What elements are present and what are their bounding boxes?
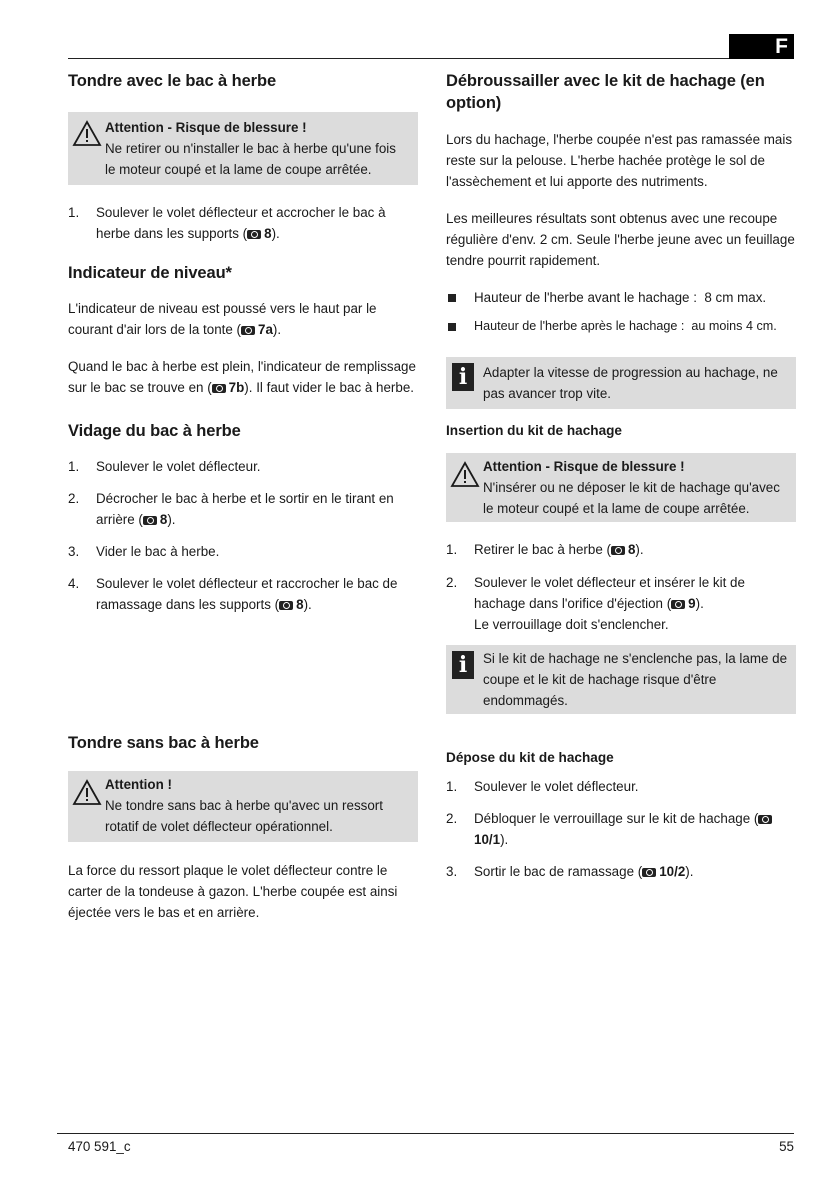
step-text: Débloquer le verrouillage sur le kit de hachage ( — [474, 811, 759, 826]
warning-box — [446, 453, 796, 522]
info-box — [446, 645, 796, 714]
figure-ref-icon — [279, 601, 293, 610]
list-item — [446, 316, 796, 337]
paragraph: La force du ressort plaque le volet déflecteur contre le carter de la tondeuse à gazon. L'herbe coupée est ainsi éjectée vers le bas et en arrière. — [68, 863, 398, 920]
warning-text: Ne tondre sans bac à herbe qu'avec un ressort rotatif de volet déflecteur opérationnel. — [105, 798, 383, 834]
info-text: Adapter la vitesse de progression au hachage, ne pas avancer trop vite. — [483, 365, 778, 401]
figure-ref: 8 — [296, 597, 304, 612]
figure-ref-icon — [212, 384, 226, 393]
bullet-list — [446, 287, 796, 337]
warning-box — [68, 112, 418, 185]
step-text: Soulever le volet déflecteur. — [96, 459, 261, 474]
steps-list — [68, 456, 418, 615]
bullet-label: Hauteur de l'herbe après le hachage : — [474, 319, 685, 333]
language-badge: F — [729, 34, 794, 59]
list-item — [68, 573, 418, 615]
step-text: Soulever le volet déflecteur et raccrocher le bac de ramassage dans les supports ( — [96, 576, 398, 612]
warning-text: N'insérer ou ne déposer le kit de hachage qu'avec le moteur coupé et la lame de coupe arrêtée. — [483, 480, 780, 516]
warning-box — [68, 771, 418, 842]
step-text-end: ). — [635, 542, 644, 557]
list-item — [446, 808, 796, 850]
header-rule — [68, 58, 794, 59]
figure-ref: 10/2 — [659, 864, 686, 879]
warning-title: Attention - Risque de blessure ! — [105, 120, 307, 135]
list-item — [446, 287, 796, 308]
list-item — [446, 776, 796, 797]
step-text-end: ). — [500, 832, 509, 847]
step-text-end: ). — [303, 597, 312, 612]
step-text: Vider le bac à herbe. — [96, 544, 220, 559]
step-text: Retirer le bac à herbe ( — [474, 542, 611, 557]
warning-icon — [72, 779, 102, 806]
steps-list — [446, 776, 796, 882]
step-number: 2. — [68, 491, 80, 506]
page-number: 55 — [779, 1139, 794, 1154]
figure-ref: 8 — [159, 512, 168, 527]
warning-text: Ne retirer ou n'installer le bac à herbe qu'une fois le moteur coupé et la lame de coupe arrêtée. — [105, 141, 396, 177]
section-title: Vidage du bac à herbe — [68, 422, 241, 440]
left-column — [68, 70, 418, 923]
section-title: Indicateur de niveau* — [68, 264, 232, 282]
paragraph: Les meilleures résultats sont obtenus avec une recoupe régulière d'env. 2 cm. Seule l'herbe jeune avec un feuillage tendre pourrit rapidement. — [446, 211, 795, 268]
info-icon: i — [452, 363, 474, 391]
paragraph-text: Quand le bac à herbe est plein, l'indicateur de remplissage sur le bac se trouve en ( — [68, 359, 416, 395]
list-item — [446, 861, 796, 882]
figure-ref-icon — [611, 546, 625, 555]
list-item — [68, 541, 418, 562]
section-title: Tondre sans bac à herbe — [68, 734, 259, 752]
section-title: Débroussailler avec le kit de hachage (en option) — [446, 72, 765, 112]
step-number: 3. — [446, 864, 458, 879]
figure-ref: 7a — [258, 322, 273, 337]
paragraph-text-end: ). — [272, 322, 282, 337]
step-text: Soulever le volet déflecteur et insérer le kit de hachage dans l'orifice d'éjection ( — [474, 575, 745, 611]
bullet-value: au moins 4 cm. — [691, 319, 777, 333]
step-note: Le verrouillage doit s'enclencher. — [474, 617, 669, 632]
list-item — [446, 539, 796, 560]
list-item — [68, 456, 418, 477]
info-text: Si le kit de hachage ne s'enclenche pas, la lame de coupe et le kit de hachage risque d'être endommagés. — [483, 651, 788, 708]
section-title: Tondre avec le bac à herbe — [68, 72, 277, 90]
figure-ref: 9 — [688, 596, 696, 611]
figure-ref: 8 — [627, 542, 636, 557]
warning-title: Attention ! — [105, 777, 172, 792]
paragraph — [68, 298, 418, 340]
figure-ref-icon — [143, 516, 157, 525]
steps-list — [68, 202, 418, 244]
right-column — [446, 70, 796, 882]
step-text-end: ). — [271, 226, 280, 241]
document-code: 470 591_c — [68, 1139, 131, 1154]
subsection-title: Dépose du kit de hachage — [446, 750, 614, 765]
figure-ref: 10/1 — [474, 832, 501, 847]
step-number: 3. — [68, 544, 80, 559]
bullet-value: 8 cm max. — [704, 290, 767, 305]
warning-icon — [72, 120, 102, 147]
list-item — [68, 488, 418, 530]
step-number: 2. — [446, 811, 458, 826]
bullet-label: Hauteur de l'herbe avant le hachage : — [474, 290, 697, 305]
step-text-end: ). — [167, 512, 176, 527]
figure-ref: 7b — [228, 380, 245, 395]
figure-ref-icon — [241, 326, 255, 335]
figure-ref-icon — [758, 815, 772, 824]
info-box — [446, 357, 796, 409]
paragraph-text: L'indicateur de niveau est poussé vers le haut par le courant d'air lors de la tonte ( — [68, 301, 377, 337]
info-icon: i — [452, 651, 474, 679]
steps-list — [446, 539, 796, 635]
subsection-title: Insertion du kit de hachage — [446, 423, 622, 438]
list-item — [446, 572, 796, 635]
figure-ref: 8 — [264, 226, 272, 241]
paragraph: Lors du hachage, l'herbe coupée n'est pas ramassée mais reste sur la pelouse. L'herbe hachée protège le sol de l'assèchement et lui apporte des nutriments. — [446, 132, 793, 189]
step-text-end: ). — [685, 864, 694, 879]
warning-title: Attention - Risque de blessure ! — [483, 459, 685, 474]
step-number: 1. — [446, 779, 458, 794]
footer-rule — [57, 1133, 794, 1134]
step-number: 1. — [446, 542, 458, 557]
figure-ref-icon — [642, 868, 656, 877]
step-text: Sortir le bac de ramassage ( — [474, 864, 643, 879]
figure-ref-icon — [671, 600, 685, 609]
list-item — [68, 202, 418, 244]
step-text: Décrocher le bac à herbe et le sortir en le tirant en arrière ( — [96, 491, 394, 527]
figure-ref-icon — [247, 230, 261, 239]
paragraph — [68, 356, 418, 398]
warning-icon — [450, 461, 480, 488]
step-number: 2. — [446, 575, 458, 590]
paragraph-text-end: ). Il faut vider le bac à herbe. — [244, 380, 415, 395]
step-number: 4. — [68, 576, 80, 591]
step-text-end: ). — [695, 596, 704, 611]
step-number: 1. — [68, 205, 80, 220]
step-number: 1. — [68, 459, 80, 474]
step-text: Soulever le volet déflecteur et accrocher le bac à herbe dans les supports ( — [96, 205, 386, 241]
step-text: Soulever le volet déflecteur. — [474, 779, 639, 794]
